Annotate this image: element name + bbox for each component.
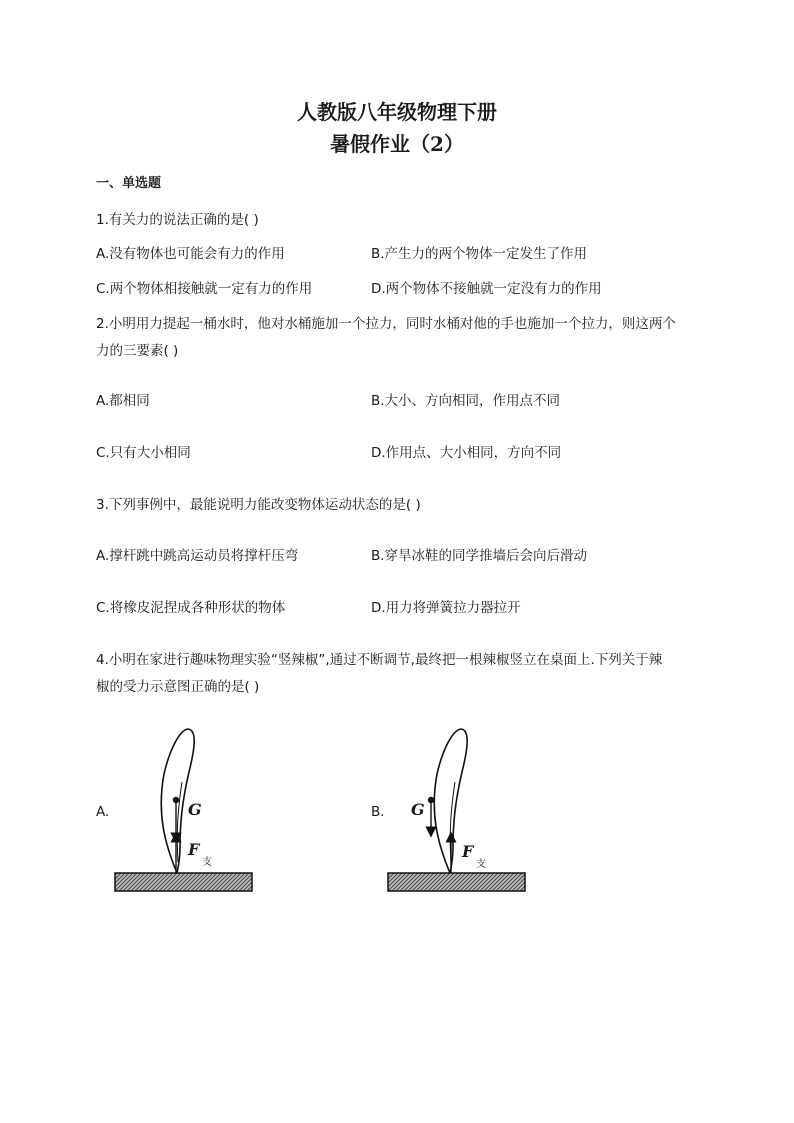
question-4-stem-line2: 椒的受力示意图正确的是( ) bbox=[96, 679, 260, 695]
question-4-option-a-label[interactable]: A. bbox=[96, 804, 110, 820]
question-2-option-a[interactable]: A.都相同 bbox=[96, 393, 150, 409]
center-of-gravity-dot bbox=[173, 797, 179, 803]
question-3-option-a[interactable]: A.撑杆跳中跳高运动员将撑杆压弯 bbox=[96, 548, 299, 564]
figure-b-support-subscript: 支 bbox=[476, 859, 486, 870]
question-3-option-d[interactable]: D.用力将弹簧拉力器拉开 bbox=[371, 600, 521, 616]
question-1-option-a[interactable]: A.没有物体也可能会有力的作用 bbox=[96, 246, 285, 262]
question-3-option-b[interactable]: B.穿旱冰鞋的同学推墙后会向后滑动 bbox=[371, 548, 588, 564]
pepper-force-diagram-a bbox=[112, 722, 257, 897]
question-2-stem-line2: 力的三要素( ) bbox=[96, 343, 179, 359]
question-2-stem-line1: 2.小明用力提起一桶水时，他对水桶施加一个拉力，同时水桶对他的手也施加一个拉力，则这两个 bbox=[96, 316, 676, 332]
figure-a-gravity-label: G bbox=[188, 800, 202, 819]
question-2-option-c[interactable]: C.只有大小相同 bbox=[96, 445, 191, 461]
question-4-option-b-label[interactable]: B. bbox=[371, 804, 385, 820]
question-1-option-c[interactable]: C.两个物体相接触就一定有力的作用 bbox=[96, 281, 313, 297]
pepper-force-diagram-b bbox=[385, 722, 530, 897]
figure-a-support-label: F bbox=[188, 840, 200, 859]
question-4-stem-line1: 4.小明在家进行趣味物理实验“竖辣椒”,通过不断调节,最终把一根辣椒竖立在桌面上.下列关于辣 bbox=[96, 652, 663, 668]
question-1-option-d[interactable]: D.两个物体不接触就一定没有力的作用 bbox=[371, 281, 602, 297]
figure-b-gravity-label: G bbox=[411, 800, 425, 819]
question-2-option-d[interactable]: D.作用点、大小相同，方向不同 bbox=[371, 445, 562, 461]
center-of-gravity-dot bbox=[428, 797, 434, 803]
table-surface bbox=[388, 873, 525, 891]
question-3-option-c[interactable]: C.将橡皮泥捏成各种形状的物体 bbox=[96, 600, 286, 616]
table-surface bbox=[115, 873, 252, 891]
question-1-option-b[interactable]: B.产生力的两个物体一定发生了作用 bbox=[371, 246, 588, 262]
figure-a-support-subscript: 支 bbox=[202, 857, 212, 868]
section-heading: 一、单选题 bbox=[96, 176, 162, 191]
question-3-stem: 3.下列事例中，最能说明力能改变物体运动状态的是( ) bbox=[96, 497, 421, 513]
page-title-line1: 人教版八年级物理下册 bbox=[297, 100, 497, 124]
figure-b-support-label: F bbox=[462, 842, 474, 861]
question-1-stem: 1.有关力的说法正确的是( ) bbox=[96, 212, 259, 228]
question-2-option-b[interactable]: B.大小、方向相同，作用点不同 bbox=[371, 393, 561, 409]
page-title-line2: 暑假作业（2） bbox=[330, 132, 464, 156]
